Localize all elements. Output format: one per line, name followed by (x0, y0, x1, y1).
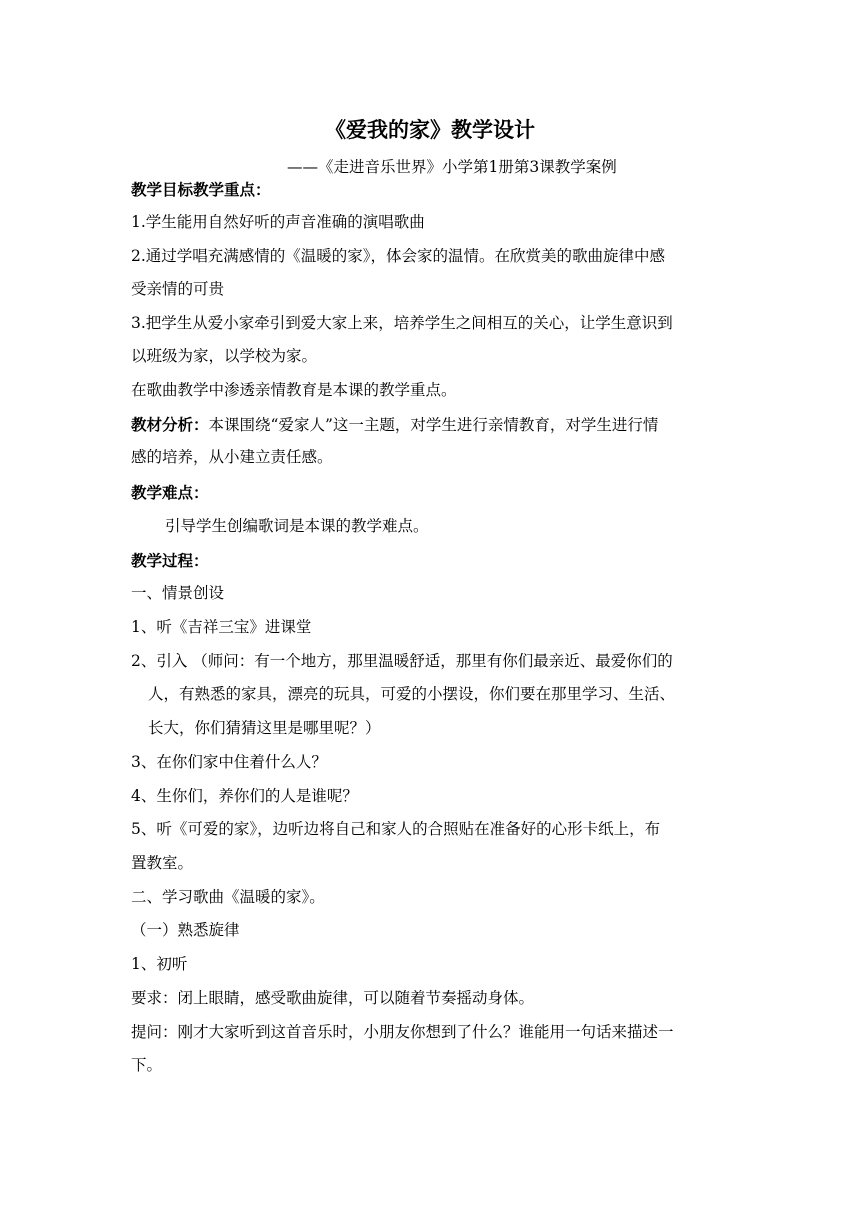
question-line-1: 提问：刚才大家听到这首音乐时，小朋友你想到了什么？谁能用一句话来描述一 (131, 1023, 674, 1041)
difficulty-text: 引导学生创编歌词是本课的教学难点。 (165, 517, 429, 535)
requirement: 要求：闭上眼睛，感受歌曲旋律，可以随着节奏摇动身体。 (131, 989, 535, 1007)
task-1: 1、初听 (131, 955, 188, 973)
goal-2-line-1: 2.通过学唱充满感情的《温暖的家》，体会家的温情。在欣赏美的歌曲旋律中感 (131, 247, 666, 265)
question-line-2: 下。 (131, 1056, 163, 1074)
section-2-heading: 二、学习歌曲《温暖的家》。 (131, 888, 325, 906)
difficulty-heading: 教学难点： (131, 483, 209, 502)
step-2-line-2: 人，有熟悉的家具，漂亮的玩具，可爱的小摆设，你们要在那里学习、生活、 (148, 685, 676, 703)
step-3: 3、在你们家中住着什么人？ (131, 753, 327, 771)
analysis-label: 教材分析： (131, 415, 209, 434)
goal-2-line-2: 受亲情的可贵 (131, 280, 225, 298)
step-5-line-2: 置教室。 (131, 854, 194, 872)
goals-heading: 教学目标教学重点： (131, 180, 271, 199)
document-subtitle: ——《走进音乐世界》小学第1册第3课教学案例 (287, 158, 617, 176)
step-1: 1、听《吉祥三宝》进课堂 (131, 618, 312, 636)
key-point: 在歌曲教学中渗透亲情教育是本课的教学重点。 (131, 381, 457, 399)
goal-1: 1.学生能用自然好听的声音准确的演唱歌曲 (131, 213, 425, 231)
step-5-line-1: 5、听《可爱的家》，边听边将自己和家人的合照贴在准备好的心形卡纸上，布 (131, 820, 661, 838)
section-1-heading: 一、情景创设 (131, 584, 225, 602)
goal-3-line-1: 3.把学生从爱小家牵引到爱大家上来，培养学生之间相互的关心，让学生意识到 (131, 314, 673, 332)
process-heading: 教学过程： (131, 551, 209, 570)
step-4: 4、生你们，养你们的人是谁呢？ (131, 787, 358, 805)
goal-3-line-2: 以班级为家，以学校为家。 (131, 347, 318, 365)
analysis-text: 本课围绕“爱家人”这一主题，对学生进行亲情教育，对学生进行情 (208, 416, 659, 434)
analysis-line-2: 感的培养，从小建立责任感。 (131, 448, 333, 466)
step-2-line-1: 2、引入 （师问：有一个地方，那里温暖舒适，那里有你们最亲近、最爱你们的 (131, 652, 673, 670)
subsection-1-heading: （一）熟悉旋律 (131, 921, 240, 939)
step-2-line-3: 长大，你们猜猜这里是哪里呢？） (148, 719, 381, 737)
document-title: 《爱我的家》教学设计 (325, 117, 535, 142)
analysis-line-1 (131, 408, 741, 441)
